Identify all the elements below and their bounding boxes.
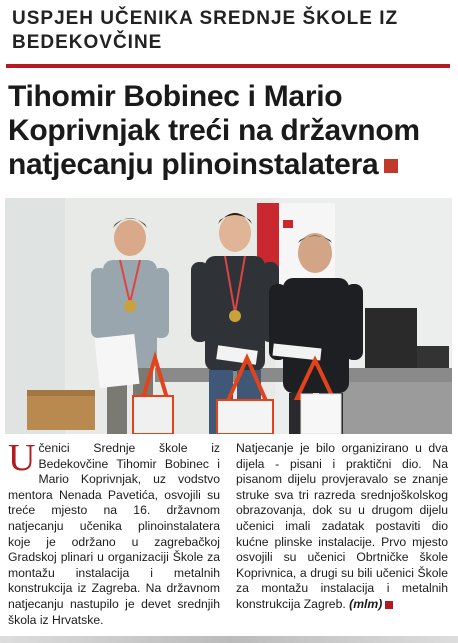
article-column-right [236,441,448,613]
column-left-text: čenici Srednje škole iz Bedekovčine Tihomir Bobinec i Mario Koprivnjak, uz vodstvo mentora Nenada Pavetića, osvojili su treće mjesto na 16. državnom natjecanju učenika plinoinstalatera koje je održano u zagrebačkoj Gradskoj plinari u organizaciji Škole za montažu instalacija i metalnih konstrukcija iz Zagreba. Na državnom natjecanju nastupilo je devet srednjih škola iz Hrvatske. [8,441,220,627]
section-kicker: USPJEH UČENIKA SREDNJE ŠKOLE IZ BEDEKOVČINE [12,8,399,53]
article-headline [8,80,448,182]
headline-text: Tihomir Bobinec i Mario Koprivnjak treći na državnom natjecanju plinoinstalatera [8,80,420,181]
bottom-edge [0,636,458,643]
kicker-divider [6,64,450,68]
headline-square-mark [384,159,398,173]
article-column-left [8,437,220,628]
column-right-text: Natjecanje je bilo organizirano u dva dijela - pisani i praktični dio. Na pisanom dijelu provjeravalo se znanje struke sva tri razreda srednjoškolskog obrazovanja, dok su u drugom dijelu učenici imali zadatak postaviti dio kućne plinske instalacije. Prvo mjesto osvojili su učenici Obrtničke škole Koprivnica, a drugi su bili učenici Škole za montažu instalacija i metalnih konstrukcija Zagreb. [236,441,448,611]
article-photo [5,198,452,434]
photo-illustration [5,198,452,434]
drop-cap: U [8,437,36,479]
end-square-mark [385,601,393,609]
author-signature: (mlm) [349,596,383,611]
